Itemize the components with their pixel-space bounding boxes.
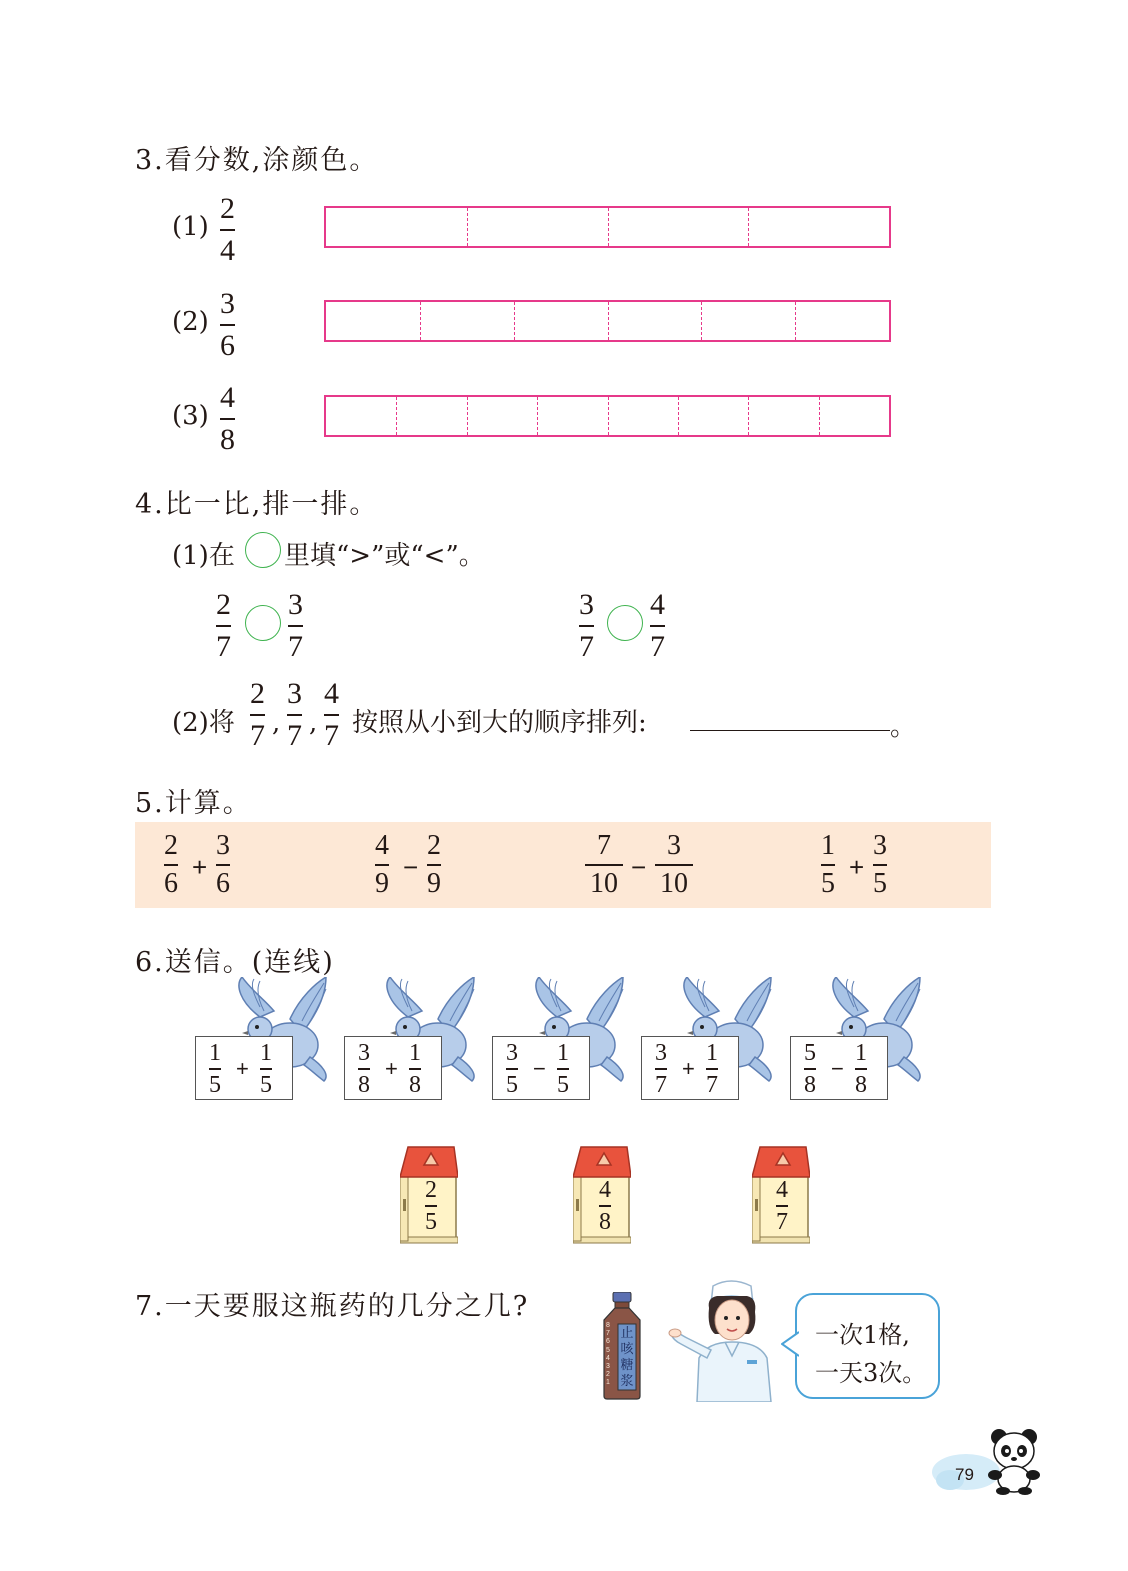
denominator: 7: [579, 629, 594, 663]
letter-card-5[interactable]: [790, 1036, 888, 1100]
letter5-operator: −: [831, 1056, 844, 1081]
numerator: 2: [164, 830, 178, 861]
label-char: 糖: [620, 1358, 634, 1373]
numerator: 1: [209, 1040, 221, 1066]
denominator: 7: [216, 629, 231, 663]
denominator: 6: [216, 867, 230, 899]
expr3-b: [655, 832, 693, 898]
denominator: 5: [425, 1208, 437, 1235]
letter3-b: [557, 1041, 569, 1097]
letter1-b: [260, 1041, 272, 1097]
numerator: 7: [597, 830, 611, 861]
scale-mark: 7: [606, 1330, 610, 1338]
q3-title: 3.看分数,涂颜色。: [135, 145, 379, 176]
comma: ,: [309, 708, 318, 738]
q3-strip-quarters[interactable]: [324, 206, 891, 248]
denominator: 8: [220, 422, 235, 456]
numerator: 2: [216, 588, 231, 621]
expr4-operator: +: [849, 852, 865, 882]
bottle-scale: [603, 1322, 613, 1388]
q4-part1-prefix: (1)在: [172, 541, 235, 571]
medicine-bottle-icon: [600, 1292, 644, 1400]
expr3-operator: −: [631, 852, 647, 882]
denominator: 8: [599, 1208, 611, 1235]
label-char: 浆: [620, 1374, 634, 1389]
expr4-a: [821, 832, 835, 898]
denominator: 5: [506, 1071, 518, 1098]
expr2-b: [427, 832, 441, 898]
scale-mark: 3: [606, 1363, 610, 1371]
compare2-answer-circle[interactable]: [607, 605, 643, 641]
compare2-right-fraction: [650, 590, 665, 662]
numerator: 5: [804, 1040, 816, 1066]
letter2-a: [358, 1041, 370, 1097]
denominator: 7: [650, 629, 665, 663]
denominator: 9: [427, 867, 441, 899]
compare1-right-fraction: [288, 590, 303, 662]
denominator: 4: [220, 233, 235, 267]
q3-strip-eighths[interactable]: [324, 395, 891, 437]
order-fraction-3: [324, 679, 339, 751]
numerator: 2: [425, 1177, 437, 1203]
denominator: 7: [324, 718, 339, 752]
letter-card-3[interactable]: [492, 1036, 590, 1100]
instruction-circle-icon: [245, 532, 281, 568]
comma: ,: [272, 708, 281, 738]
bubble-tail: [781, 1331, 799, 1357]
scale-mark: 2: [606, 1371, 610, 1379]
denominator: 9: [375, 867, 389, 899]
denominator: 8: [358, 1071, 370, 1098]
letter2-operator: +: [385, 1056, 398, 1081]
q3-item1-fraction: [220, 194, 235, 266]
letter-card-2[interactable]: [344, 1036, 442, 1100]
letter-card-4[interactable]: [641, 1036, 739, 1100]
numerator: 1: [557, 1040, 569, 1066]
letter4-b: [706, 1041, 718, 1097]
panda-icon: [985, 1425, 1043, 1495]
numerator: 1: [706, 1040, 718, 1066]
numerator: 4: [375, 830, 389, 861]
expr1-operator: +: [192, 852, 208, 882]
scale-mark: 1: [606, 1379, 610, 1387]
q3-item3-label: (3): [172, 401, 209, 431]
letter3-a: [506, 1041, 518, 1097]
numerator: 4: [776, 1177, 788, 1203]
q5-title: 5.计算。: [135, 788, 252, 819]
denominator: 5: [557, 1071, 569, 1098]
letter5-a: [804, 1041, 816, 1097]
numerator: 2: [427, 830, 441, 861]
expr3-a: [585, 832, 623, 898]
q4-part1-suffix: 里填“>”或“<”。: [284, 541, 485, 571]
label-char: 止: [620, 1326, 634, 1341]
q3-item2-fraction: [220, 289, 235, 361]
denominator: 7: [288, 629, 303, 663]
numerator: 3: [288, 588, 303, 621]
bottle-label: [618, 1326, 636, 1390]
q7-title: 7.一天要服这瓶药的几分之几?: [135, 1291, 530, 1322]
order-answer-line[interactable]: [690, 730, 890, 731]
numerator: 3: [667, 830, 681, 861]
letter5-b: [855, 1041, 867, 1097]
numerator: 2: [220, 192, 235, 225]
expr1-b: [216, 832, 230, 898]
speech-bubble: [795, 1293, 940, 1399]
numerator: 4: [324, 677, 339, 710]
order-fraction-1: [250, 679, 265, 751]
bubble-line-2: 一天3次。: [815, 1359, 927, 1387]
q4-part2-end: 。: [890, 712, 917, 742]
q4-part2-prefix: (2)将: [172, 708, 235, 738]
numerator: 1: [409, 1040, 421, 1066]
letter2-b: [409, 1041, 421, 1097]
numerator: 1: [855, 1040, 867, 1066]
house3-fraction[interactable]: [776, 1178, 788, 1234]
numerator: 3: [655, 1040, 667, 1066]
denominator: 5: [209, 1071, 221, 1098]
numerator: 3: [506, 1040, 518, 1066]
numerator: 3: [579, 588, 594, 621]
letter1-operator: +: [236, 1056, 249, 1081]
bubble-line-1: 一次1格,: [815, 1321, 910, 1349]
house2-fraction[interactable]: [599, 1178, 611, 1234]
numerator: 3: [216, 830, 230, 861]
letter4-operator: +: [682, 1056, 695, 1081]
expr2-operator: −: [403, 852, 419, 882]
denominator: 5: [873, 867, 887, 899]
letter1-a: [209, 1041, 221, 1097]
numerator: 1: [260, 1040, 272, 1066]
q3-strip-sixths[interactable]: [324, 300, 891, 342]
q3-item1-label: (1): [172, 212, 209, 242]
compare1-answer-circle[interactable]: [245, 605, 281, 641]
expr1-a: [164, 832, 178, 898]
compare1-left-fraction: [216, 590, 231, 662]
numerator: 2: [250, 677, 265, 710]
order-fraction-2: [287, 679, 302, 751]
denominator: 7: [655, 1071, 667, 1098]
numerator: 4: [650, 588, 665, 621]
denominator: 7: [706, 1071, 718, 1098]
numerator: 4: [220, 381, 235, 414]
denominator: 5: [260, 1071, 272, 1098]
denominator: 5: [821, 867, 835, 899]
q3-item3-fraction: [220, 383, 235, 455]
denominator: 10: [590, 867, 618, 899]
denominator: 7: [776, 1208, 788, 1235]
denominator: 8: [409, 1071, 421, 1098]
scale-mark: 8: [606, 1322, 610, 1329]
house1-fraction[interactable]: [425, 1178, 437, 1234]
nurse-icon: [667, 1278, 793, 1402]
letter3-operator: −: [533, 1056, 546, 1081]
denominator: 6: [220, 328, 235, 362]
expr4-b: [873, 832, 887, 898]
q3-item2-label: (2): [172, 307, 209, 337]
denominator: 7: [287, 718, 302, 752]
numerator: 3: [220, 287, 235, 320]
expr2-a: [375, 832, 389, 898]
denominator: 7: [250, 718, 265, 752]
scale-mark: 5: [606, 1346, 610, 1354]
numerator: 4: [599, 1177, 611, 1203]
label-char: 咳: [620, 1342, 634, 1357]
denominator: 8: [855, 1071, 867, 1098]
q4-title: 4.比一比,排一排。: [135, 489, 379, 520]
numerator: 3: [358, 1040, 370, 1066]
page-number: 79: [955, 1465, 974, 1484]
letter-card-1[interactable]: [195, 1036, 293, 1100]
scale-mark: 6: [606, 1338, 610, 1346]
letter4-a: [655, 1041, 667, 1097]
denominator: 8: [804, 1071, 816, 1098]
numerator: 3: [873, 830, 887, 861]
numerator: 1: [821, 830, 835, 861]
denominator: 6: [164, 867, 178, 899]
compare2-left-fraction: [579, 590, 594, 662]
q6-title: 6.送信。(连线): [135, 947, 335, 978]
numerator: 3: [287, 677, 302, 710]
scale-mark: 4: [606, 1354, 610, 1362]
q4-part2-suffix: 按照从小到大的顺序排列:: [352, 708, 647, 738]
denominator: 10: [660, 867, 688, 899]
